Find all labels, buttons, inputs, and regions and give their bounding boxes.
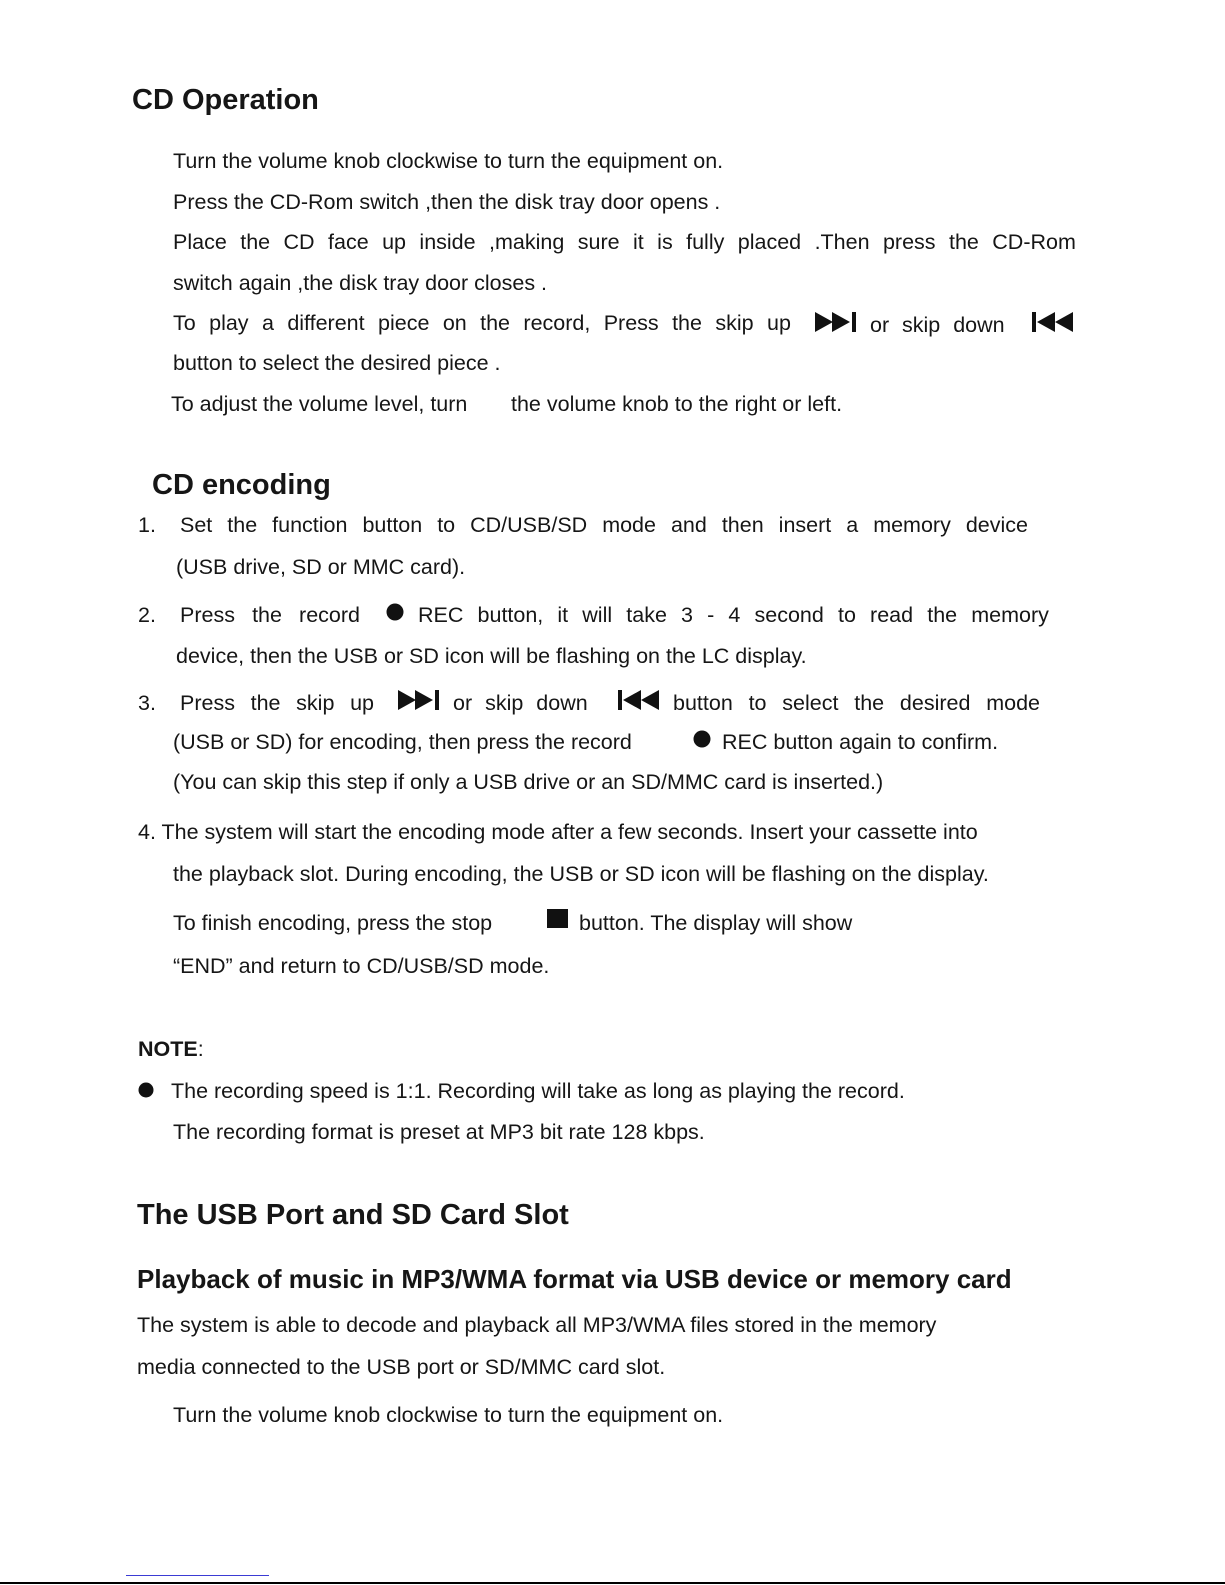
word: read [870, 603, 914, 627]
word: button [673, 691, 733, 715]
word: and [670, 513, 707, 537]
step-2-line-2: device, then the USB or SD icon will be flashing on the LC display. [176, 644, 807, 668]
step-3-or-skip-down: or skip down [453, 691, 588, 715]
cd-operation-or: or [870, 313, 890, 337]
word: To [173, 311, 196, 335]
word: REC [418, 603, 464, 627]
word: Press [180, 603, 235, 627]
usb-para-line-1: The system is able to decode and playback all MP3/WMA files stored in the memory [137, 1313, 937, 1337]
word: Press [603, 311, 659, 335]
word: button [362, 513, 423, 537]
word: mode [602, 513, 656, 537]
bullet-icon [138, 1082, 154, 1098]
usb-para-line-2: media connected to the USB port or SD/MMC card slot. [137, 1355, 666, 1379]
word: to [437, 513, 456, 537]
cd-operation-line-2: Press the CD-Rom switch ,then the disk tray door opens . [173, 190, 721, 214]
step-3-line-2a: (USB or SD) for encoding, then press the record [173, 730, 632, 754]
word: Set [180, 513, 213, 537]
step-2-line-1-post [418, 605, 1049, 627]
word: Place [173, 230, 227, 254]
word: button, [477, 603, 544, 627]
word: - [707, 603, 715, 627]
skip-down-icon [1030, 310, 1074, 334]
word: up [350, 691, 374, 715]
section-title-usb: The USB Port and SD Card Slot [137, 1199, 569, 1231]
step-4-line-3a: To finish encoding, press the stop [173, 911, 493, 935]
step-3-number: 3. [138, 691, 156, 715]
skip-down-icon [616, 688, 660, 712]
word: desired [899, 691, 971, 715]
word: to [837, 603, 856, 627]
note-label: NOTE [138, 1037, 198, 1061]
word: it [557, 603, 569, 627]
word: different [287, 311, 365, 335]
word: record, [523, 311, 591, 335]
word: will [582, 603, 613, 627]
word: a [261, 311, 274, 335]
word: the [250, 691, 281, 715]
word: then [721, 513, 764, 537]
word: memory [873, 513, 951, 537]
cd-operation-skip-down: skip down [902, 313, 1005, 337]
word: CD/USB/SD [470, 513, 588, 537]
word: to [748, 691, 767, 715]
cd-operation-line-7a: To adjust the volume level, turn [171, 392, 468, 416]
step-3-line-1-pre [180, 693, 374, 715]
word: the [240, 230, 271, 254]
word: sure [577, 230, 620, 254]
cd-operation-line-7b: the volume knob to the right or left. [511, 392, 843, 416]
word: .Then [814, 230, 870, 254]
word: record [299, 603, 360, 627]
section-title-cd-encoding: CD encoding [152, 469, 331, 501]
word: play [209, 311, 249, 335]
cd-operation-line-5 [173, 313, 791, 335]
word: on [442, 311, 467, 335]
skip-up-icon [815, 310, 859, 334]
step-4-line-3b: button. The display will show [579, 911, 853, 935]
section-title-cd-operation: CD Operation [132, 84, 319, 116]
word: take [626, 603, 667, 627]
step-2-line-1-pre [180, 605, 360, 627]
word: Press [180, 691, 235, 715]
word: the [948, 230, 979, 254]
word: 3 [681, 603, 693, 627]
word: skip [715, 311, 754, 335]
word: select [782, 691, 839, 715]
word: the [480, 311, 511, 335]
record-icon [386, 603, 404, 621]
word: inside [419, 230, 476, 254]
word: face [328, 230, 369, 254]
section-subtitle-playback: Playback of music in MP3/WMA format via USB device or memory card [137, 1264, 1012, 1294]
word: fully [686, 230, 725, 254]
word: the [927, 603, 958, 627]
cd-operation-line-1: Turn the volume knob clockwise to turn the equipment on. [173, 149, 724, 173]
cd-operation-line-6: button to select the desired piece . [173, 351, 501, 375]
step-3-line-3: (You can skip this step if only a USB drive or an SD/MMC card is inserted.) [173, 770, 884, 794]
note-line-2: The recording format is preset at MP3 bit rate 128 kbps. [173, 1120, 705, 1144]
word: the [672, 311, 702, 335]
step-3-line-1-post [673, 693, 1040, 715]
cd-operation-line-3 [173, 232, 1076, 254]
cd-operation-line-4: switch again ,the disk tray door closes . [173, 271, 548, 295]
note-line-1: The recording speed is 1:1. Recording will take as long as playing the record. [171, 1079, 905, 1103]
step-4-line-4: “END” and return to CD/USB/SD mode. [173, 954, 550, 978]
stop-icon [547, 909, 569, 929]
word: memory [971, 603, 1049, 627]
footer-link-underline [126, 1575, 269, 1576]
step-2-number: 2. [138, 603, 156, 627]
word: CD-Rom [992, 230, 1076, 254]
word: is [657, 230, 673, 254]
step-1-line-2: (USB drive, SD or MMC card). [176, 555, 466, 579]
note-heading [138, 1039, 204, 1061]
usb-line-3: Turn the volume knob clockwise to turn the equipment on. [173, 1403, 724, 1427]
word: press [882, 230, 936, 254]
word: it [633, 230, 644, 254]
word: second [754, 603, 824, 627]
word: ,making [489, 230, 565, 254]
word: up [766, 311, 791, 335]
word: up [382, 230, 406, 254]
word: function [272, 513, 348, 537]
step-3-line-2b: REC button again to confirm. [722, 730, 999, 754]
word: the [252, 603, 282, 627]
step-1-line-1 [180, 515, 1028, 537]
step-4-line-1: 4. The system will start the encoding mode after a few seconds. Insert your cassette into [138, 820, 978, 844]
word: the [227, 513, 258, 537]
step-1-number: 1. [138, 513, 156, 537]
skip-up-icon [398, 688, 442, 712]
word: 4 [728, 603, 741, 627]
word: placed [737, 230, 802, 254]
step-4-line-2: the playback slot. During encoding, the USB or SD icon will be flashing on the display. [173, 862, 989, 886]
word: insert [778, 513, 832, 537]
word: piece [378, 311, 430, 335]
word: a [846, 513, 859, 537]
note-colon: : [197, 1037, 204, 1061]
word: mode [986, 691, 1040, 715]
word: CD [283, 230, 315, 254]
word: device [965, 513, 1028, 537]
word: skip [296, 691, 335, 715]
record-icon [693, 730, 711, 748]
page-bottom-border [0, 1582, 1225, 1584]
word: the [854, 691, 885, 715]
